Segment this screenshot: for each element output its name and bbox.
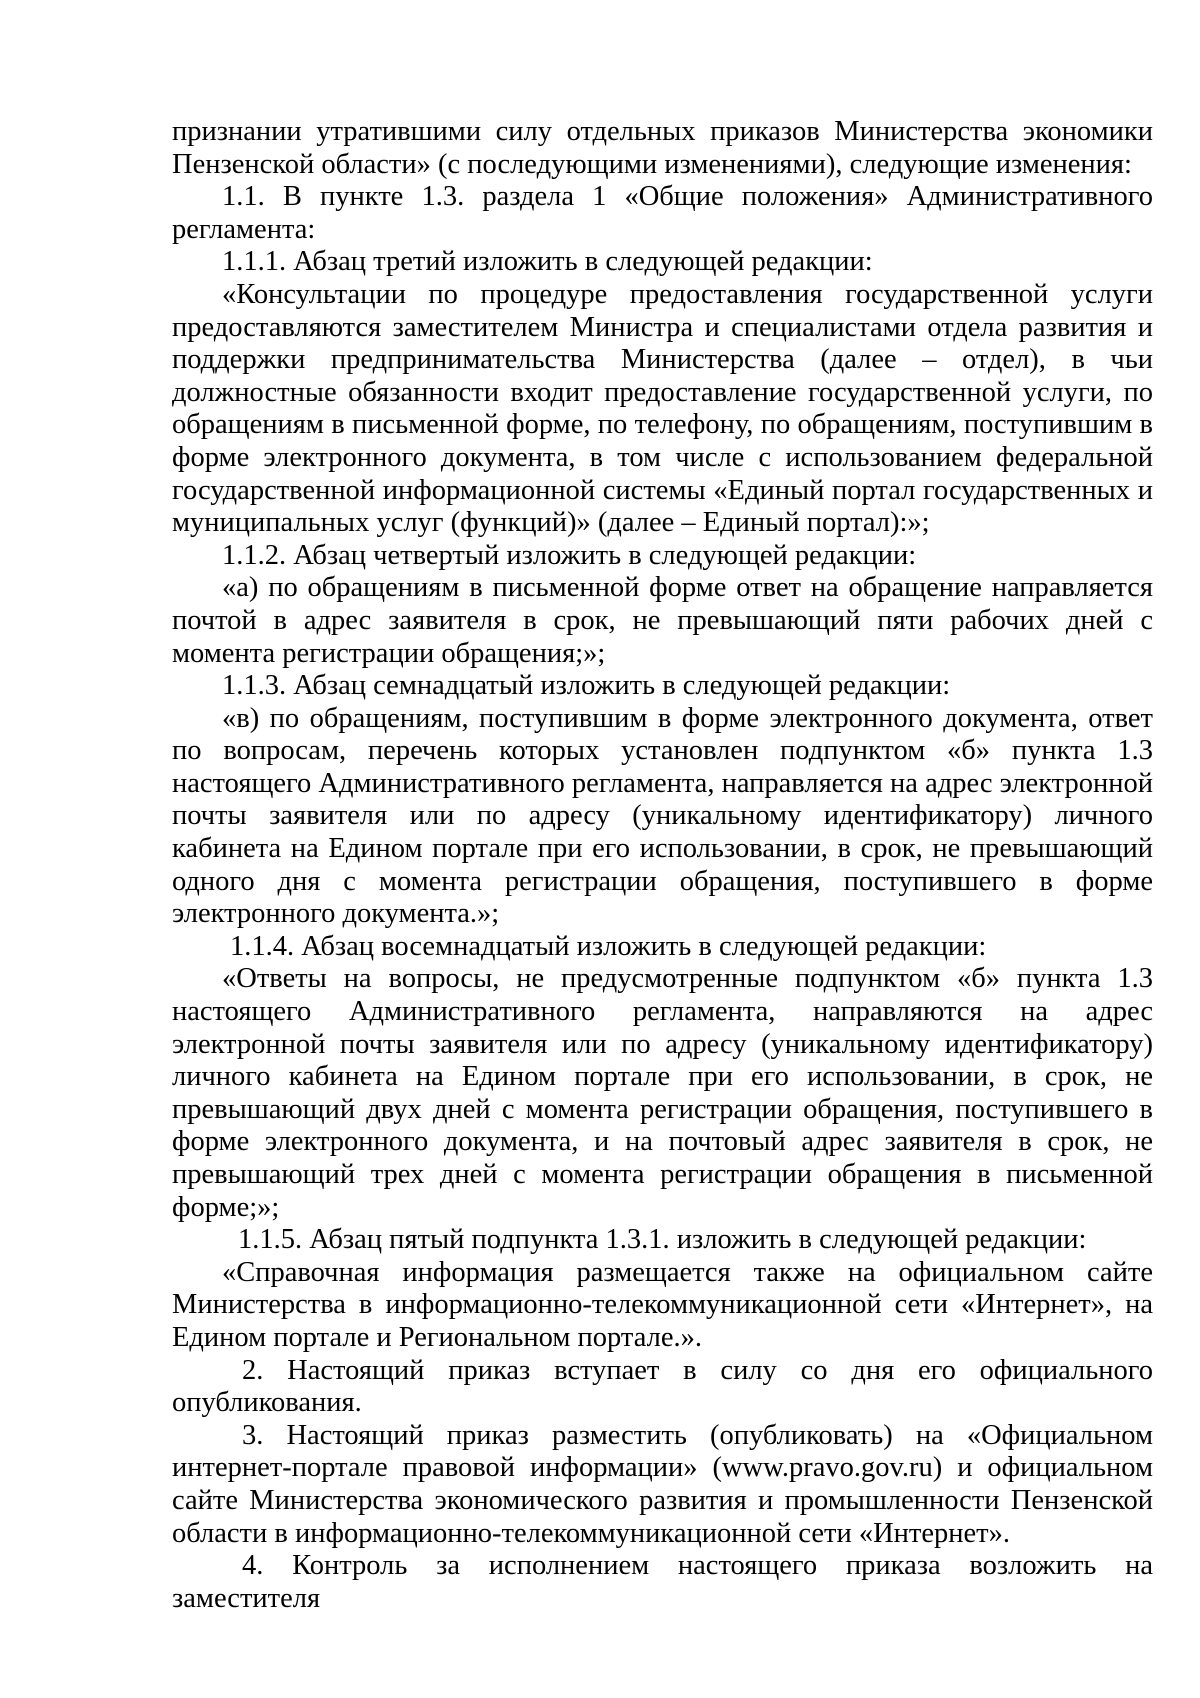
paragraph-item-1-1-1: 1.1.1. Абзац третий изложить в следующей редакции: xyxy=(222,246,873,278)
paragraph-intro-continuation: признании утратившими силу отдельных приказов Министерства экономики Пензенской области» (с последующими изменениями), следующие изменения: xyxy=(172,116,1153,180)
paragraph-quote-answers: «Ответы на вопросы, не предусмотренные подпунктом «б» пункта 1.3 настоящего Административного регламента, направляются на адрес электронной почты заявителя или по адресу (уникальному идентификатору) личного кабинета на Едином портале при его использовании, в срок, не превышающий двух дней с момента регистрации обращения, поступившего в форме электронного документа, и на почтовый адрес заявителя в срок, не превышающий трех дней с момента регистрации обращения в письменной форме;»; xyxy=(172,963,1153,1223)
paragraph-quote-a: «а) по обращениям в письменной форме ответ на обращение направляется почтой в адрес заявителя в срок, не превышающий пяти рабочих дней с момента регистрации обращения;»; xyxy=(172,572,1153,669)
paragraph-item-4: 4. Контроль за исполнением настоящего приказа возложить на заместителя xyxy=(172,1550,1153,1614)
paragraph-item-2: 2. Настоящий приказ вступает в силу со дня его официального опубликования. xyxy=(172,1354,1153,1419)
paragraph-item-1-1-5: 1.1.5. Абзац пятый подпункта 1.3.1. изложить в следующей редакции: xyxy=(238,1224,1087,1256)
paragraph-item-1-1-2: 1.1.2. Абзац четвертый изложить в следующей редакции: xyxy=(222,539,917,571)
paragraph-item-1-1-3: 1.1.3. Абзац семнадцатый изложить в следующей редакции: xyxy=(222,670,951,702)
paragraph-item-1-1: 1.1. В пункте 1.3. раздела 1 «Общие положения» Административного регламента: xyxy=(172,181,1153,245)
paragraph-item-3: 3. Настоящий приказ разместить (опубликовать) на «Официальном интернет-портале правовой информации» (www.pravo.gov.ru) и официальном сайте Министерства экономического развития и промышленности Пензенской области в информационно-телекоммуникационной сети «Интернет». xyxy=(172,1419,1153,1549)
paragraph-quote-v: «в) по обращениям, поступившим в форме электронного документа, ответ по вопросам, перечень которых установлен подпунктом «б» пункта 1.3 настоящего Административного регламента, направляется на адрес электронной почты заявителя или по адресу (уникальному идентификатору) личного кабинета на Едином портале при его использовании, в срок, не превышающий одного дня с момента регистрации обращения, поступившего в форме электронного документа.»; xyxy=(172,702,1153,930)
paragraph-quote-reference-info: «Справочная информация размещается также на официальном сайте Министерства в информационно-телекоммуникационной сети «Интернет», на Едином портале и Региональном портале.». xyxy=(172,1256,1153,1353)
paragraph-quote-consultations: «Консультации по процедуре предоставления государственной услуги предоставляются заместителем Министра и специалистами отдела развития и поддержки предпринимательства Министерства (далее – отдел), в чьи должностные обязанности входит предоставление государственной услуги, по обращениям в письменной форме, по телефону, по обращениям, поступившим в форме электронного документа, в том числе с использованием федеральной государственной информационной системы «Единый портал государственных и муниципальных услуг (функций)» (далее – Единый портал):»; xyxy=(172,278,1153,539)
paragraph-item-1-1-4: 1.1.4. Абзац восемнадцатый изложить в следующей редакции: xyxy=(230,930,987,962)
document-body xyxy=(172,116,1153,1615)
